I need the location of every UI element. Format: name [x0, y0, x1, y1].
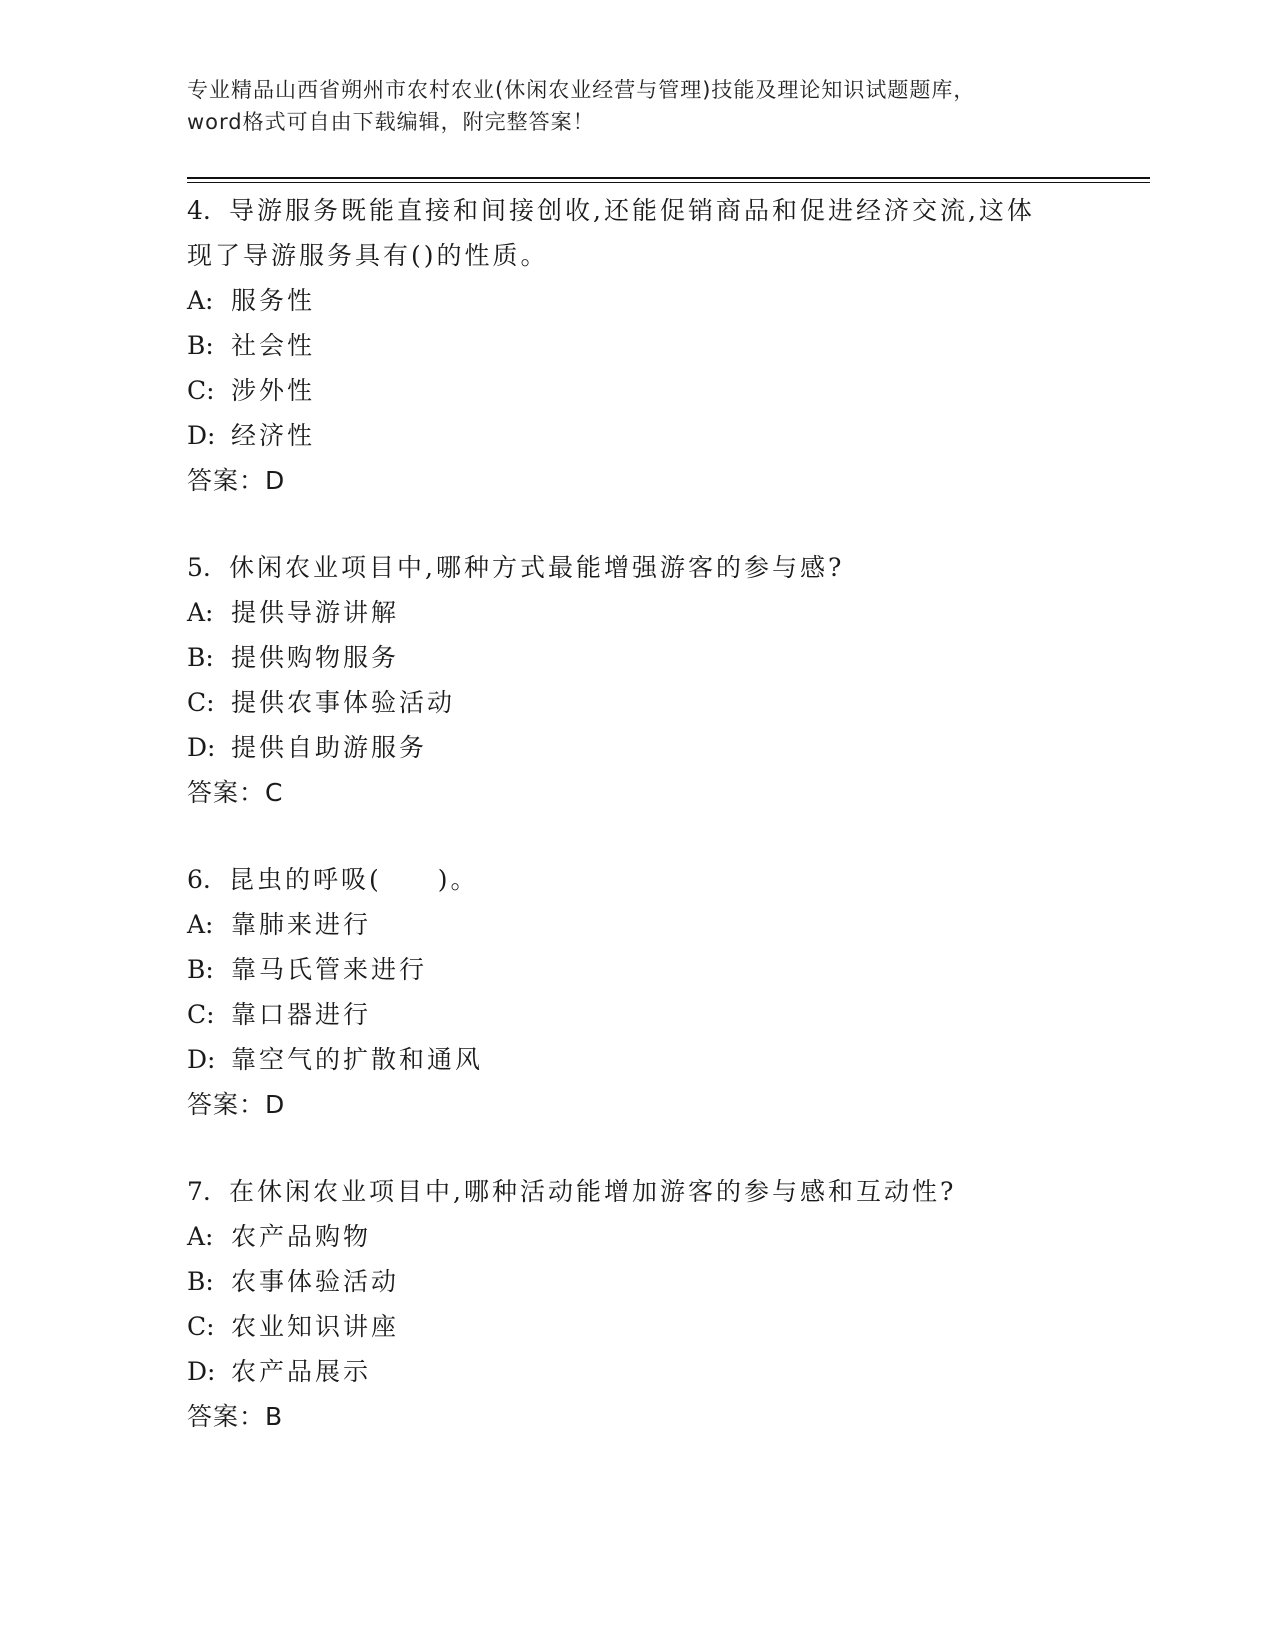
answer-line — [187, 1082, 1087, 1127]
option-d — [187, 413, 1087, 458]
question-stem-line — [187, 857, 1087, 902]
question-stem-text: 在休闲农业项目中,哪种活动能增加游客的参与感和互动性? — [229, 1177, 957, 1206]
answer-label: 答案： — [187, 466, 266, 495]
option-text: 靠马氏管来进行 — [231, 955, 428, 984]
question-number: 6. — [187, 865, 211, 894]
question-stem-line — [187, 1169, 1087, 1214]
question-stem-continuation: 现了导游服务具有()的性质。 — [187, 241, 549, 270]
option-text: 农产品展示 — [231, 1357, 372, 1386]
question-stem — [187, 188, 1087, 278]
answer-line — [187, 458, 1087, 503]
answer-label: 答案： — [187, 1090, 266, 1119]
option-text: 提供购物服务 — [231, 643, 400, 672]
option-b — [187, 947, 1087, 992]
answer-label: 答案： — [187, 778, 266, 807]
question-stem — [187, 857, 1087, 902]
question-stem — [187, 1169, 1087, 1214]
question-5 — [187, 545, 1087, 815]
option-text: 农产品购物 — [231, 1222, 372, 1251]
answer-value: C — [265, 778, 284, 807]
option-d — [187, 1349, 1087, 1394]
option-text: 农事体验活动 — [231, 1267, 400, 1296]
option-key: A: — [187, 598, 214, 627]
option-key: C: — [187, 1312, 215, 1341]
question-stem-text: 休闲农业项目中,哪种方式最能增强游客的参与感? — [229, 553, 845, 582]
header-title-line1: 专业精品山西省朔州市农村农业(休闲农业经营与管理)技能及理论知识试题题库， — [187, 78, 976, 102]
question-list — [187, 188, 1087, 1481]
option-key: B: — [187, 1267, 214, 1296]
option-key: D: — [187, 421, 216, 450]
answer-line — [187, 770, 1087, 815]
option-b — [187, 1259, 1087, 1304]
option-key: B: — [187, 643, 214, 672]
question-stem-text: 昆虫的呼吸( )。 — [229, 865, 479, 894]
option-a — [187, 1214, 1087, 1259]
option-key: C: — [187, 1000, 215, 1029]
option-text: 靠肺来进行 — [231, 910, 372, 939]
option-text: 涉外性 — [231, 376, 316, 405]
option-text: 经济性 — [231, 421, 316, 450]
option-key: B: — [187, 955, 214, 984]
document-header — [187, 74, 1087, 138]
option-text: 靠空气的扩散和通风 — [231, 1045, 484, 1074]
question-number: 5. — [187, 553, 211, 582]
option-c — [187, 368, 1087, 413]
option-c — [187, 1304, 1087, 1349]
option-key: D: — [187, 1045, 216, 1074]
header-title-line2: word格式可自由下载编辑，附完整答案！ — [187, 110, 595, 134]
option-key: D: — [187, 1357, 216, 1386]
answer-value: B — [265, 1402, 284, 1431]
option-d — [187, 725, 1087, 770]
question-stem-line — [187, 188, 1087, 233]
option-d — [187, 1037, 1087, 1082]
option-a — [187, 590, 1087, 635]
answer-line — [187, 1394, 1087, 1439]
option-b — [187, 635, 1087, 680]
answer-value: D — [265, 1090, 286, 1119]
question-stem-line — [187, 545, 1087, 590]
option-key: A: — [187, 1222, 214, 1251]
answer-value: D — [265, 466, 286, 495]
option-text: 社会性 — [231, 331, 316, 360]
option-text: 靠口器进行 — [231, 1000, 372, 1029]
option-text: 农业知识讲座 — [231, 1312, 400, 1341]
option-key: A: — [187, 910, 214, 939]
option-key: B: — [187, 331, 214, 360]
option-key: C: — [187, 376, 215, 405]
option-a — [187, 278, 1087, 323]
option-b — [187, 323, 1087, 368]
option-key: C: — [187, 688, 215, 717]
question-number: 4. — [187, 196, 211, 225]
question-stem — [187, 545, 1087, 590]
header-divider-thin — [187, 182, 1150, 183]
question-stem-text: 导游服务既能直接和间接创收,还能促销商品和促进经济交流,这体 — [229, 196, 1035, 225]
option-text: 提供农事体验活动 — [231, 688, 456, 717]
option-c — [187, 992, 1087, 1037]
option-text: 提供自助游服务 — [231, 733, 428, 762]
option-text: 服务性 — [231, 286, 316, 315]
option-key: A: — [187, 286, 214, 315]
answer-label: 答案： — [187, 1402, 266, 1431]
option-c — [187, 680, 1087, 725]
question-number: 7. — [187, 1177, 211, 1206]
option-text: 提供导游讲解 — [231, 598, 400, 627]
question-4 — [187, 188, 1087, 503]
header-divider-thick — [187, 177, 1150, 179]
option-key: D: — [187, 733, 216, 762]
question-6 — [187, 857, 1087, 1127]
option-a — [187, 902, 1087, 947]
question-7 — [187, 1169, 1087, 1439]
